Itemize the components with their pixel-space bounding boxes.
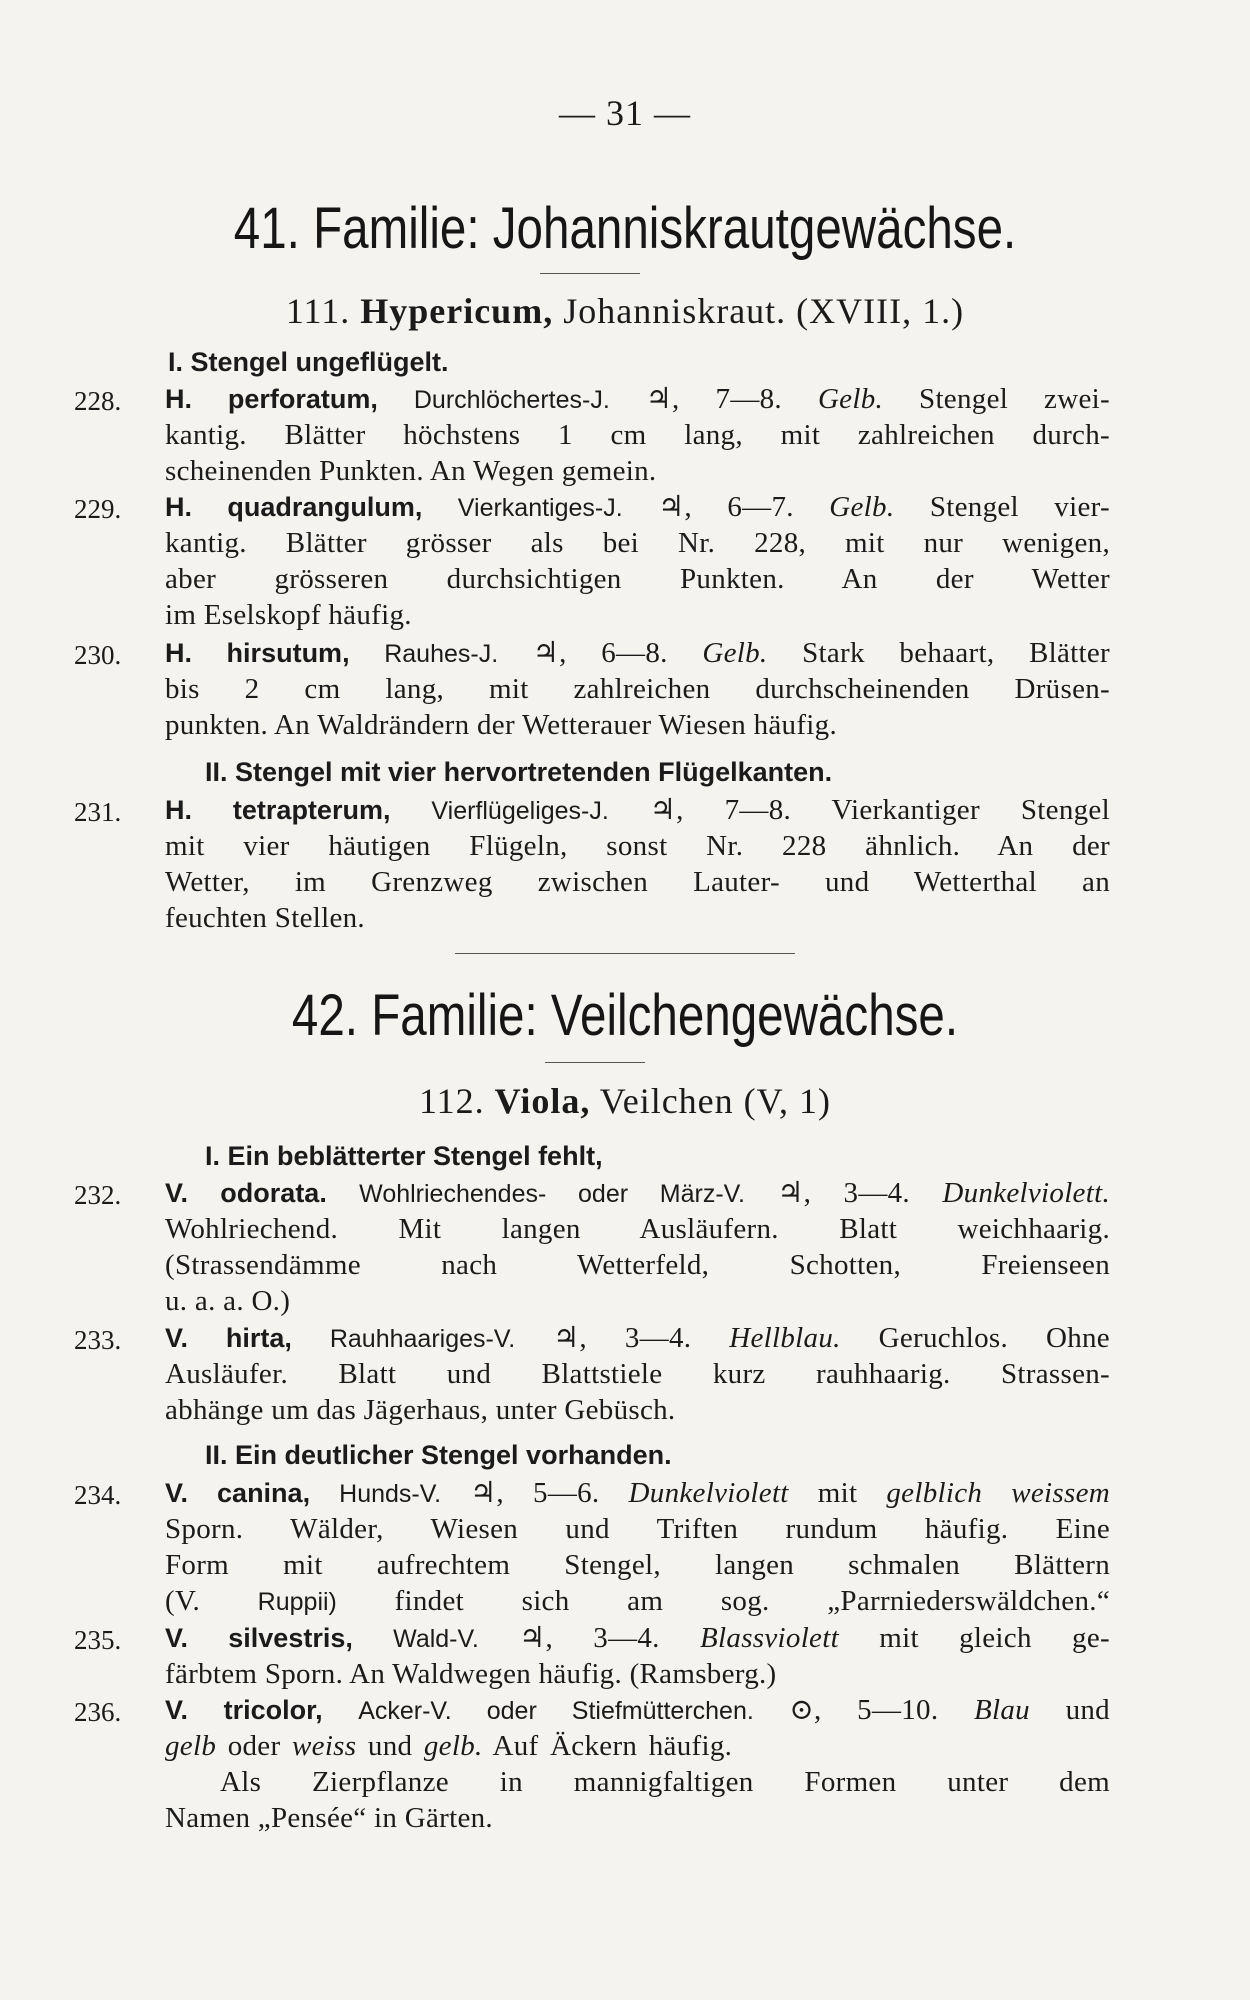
- species-name: H. tetrapterum,: [165, 795, 391, 825]
- family-42-heading: 42. Familie: Veilchengewächse.: [291, 983, 959, 1048]
- entry-230-line-1: [165, 635, 1110, 672]
- genus-112-heading: [0, 1080, 1250, 1122]
- entry-233-line-3: abhänge um das Jägerhaus, unter Gebüsch.: [165, 1394, 676, 1426]
- entry-number: 236.: [74, 1697, 122, 1727]
- description-text: Stengel vier-: [929, 491, 1110, 523]
- flower-color: Gelb.: [817, 383, 884, 415]
- divider: [540, 273, 640, 274]
- flower-color: Hellblau.: [729, 1322, 841, 1354]
- flower-color: Blassviolett: [700, 1622, 839, 1654]
- genus-description: Veilchen (V, 1): [599, 1081, 831, 1121]
- flowering-time: ♃, 3—4.: [777, 1177, 910, 1209]
- divider: [545, 1062, 645, 1063]
- entry-number: 229.: [74, 494, 122, 524]
- section-heading: II. Ein deutlicher Stengel vorhanden.: [205, 1440, 672, 1470]
- entry-number: 232.: [74, 1180, 122, 1210]
- entry-231-line-4: feuchten Stellen.: [165, 902, 365, 934]
- species-name: H. perforatum,: [165, 384, 378, 414]
- flower-color: Gelb.: [829, 491, 895, 523]
- section-heading: II. Stengel mit vier hervortretenden Flügelkanten.: [205, 757, 833, 787]
- entry-235-line-2: färbtem Sporn. An Waldwegen häufig. (Ramsberg.): [165, 1658, 777, 1690]
- section-heading: I. Ein beblätterter Stengel fehlt,: [205, 1141, 603, 1171]
- entry-229-line-2: kantig. Blätter grösser als bei Nr. 228, mit nur wenigen,: [165, 527, 1110, 559]
- description-text: Stark behaart, Blätter: [802, 637, 1111, 669]
- flower-color: gelb: [165, 1730, 217, 1762]
- divider: [455, 953, 795, 954]
- vernacular-name: Hunds-V.: [339, 1480, 442, 1508]
- vernacular-name: Wohlriechendes- oder März-V.: [359, 1180, 745, 1208]
- entry-236-line-4: Namen „Pensée“ in Gärten.: [165, 1802, 493, 1834]
- description-text: mit gleich ge-: [879, 1622, 1110, 1654]
- entry-234-line-2: Sporn. Wälder, Wiesen und Triften rundum häufig. Eine: [165, 1513, 1110, 1545]
- genus-number: 111.: [285, 291, 351, 331]
- vernacular-name: Vierkantiges-J.: [457, 494, 623, 522]
- flower-color: gelb.: [423, 1730, 483, 1762]
- description-text: Auf Äckern häufig.: [492, 1730, 733, 1762]
- entry-number: 228.: [74, 386, 122, 416]
- description-text: und: [1065, 1694, 1110, 1726]
- flowering-time: ♃, 6—8.: [532, 637, 668, 669]
- description-text: findet sich am sog. „Parrniederswäldchen.“: [394, 1585, 1110, 1617]
- species-name: H. quadrangulum,: [165, 492, 423, 522]
- flower-color: Dunkelviolett: [628, 1477, 789, 1509]
- genus-111-heading: [0, 290, 1250, 332]
- genus-name: Hypericum,: [360, 291, 554, 331]
- description-text: mit: [817, 1477, 858, 1509]
- entry-number: 231.: [74, 797, 122, 827]
- entry-229-line-3: aber grösseren durchsichtigen Punkten. An der Wetter: [165, 563, 1110, 595]
- entry-number: 234.: [74, 1480, 122, 1510]
- genus-name: Viola,: [494, 1081, 591, 1121]
- page-number: — 31 —: [559, 93, 691, 133]
- variety-name: Ruppii): [257, 1588, 337, 1616]
- vernacular-name: Durchlöchertes-J.: [413, 386, 610, 414]
- vernacular-name: Rauhes-J.: [384, 640, 499, 668]
- entry-234-line-1: [165, 1475, 1110, 1512]
- description-text: Stengel zwei-: [919, 383, 1110, 415]
- flowering-time: ♃, 7—8.: [645, 383, 782, 415]
- entry-234-line-4: [165, 1583, 1110, 1620]
- species-name: H. hirsutum,: [165, 638, 350, 668]
- species-name: V. tricolor,: [165, 1695, 323, 1725]
- entry-234-line-3: Form mit aufrechtem Stengel, langen schmalen Blättern: [165, 1549, 1110, 1581]
- description-text: und: [367, 1730, 413, 1762]
- description-text: oder: [227, 1730, 281, 1762]
- species-name: V. hirta,: [165, 1323, 292, 1353]
- entry-235-line-1: [165, 1620, 1110, 1657]
- flower-color: Gelb.: [702, 637, 768, 669]
- entry-236-line-1: [165, 1692, 1110, 1729]
- description-text: Geruchlos. Ohne: [878, 1322, 1110, 1354]
- vernacular-name: Rauhhaariges-V.: [329, 1325, 516, 1353]
- entry-231-line-2: mit vier häutigen Flügeln, sonst Nr. 228 ähnlich. An der: [165, 830, 1110, 862]
- flower-color: Blau: [974, 1694, 1030, 1726]
- flower-color: weiss: [292, 1730, 357, 1762]
- flowering-time: ♃, 3—4.: [519, 1622, 660, 1654]
- description-text: ♃, 7—8. Vierkantiger Stengel: [649, 794, 1110, 826]
- section-heading: I. Stengel ungeflügelt.: [168, 347, 449, 377]
- flowering-time: ♃, 3—4.: [553, 1322, 692, 1354]
- species-name: V. odorata.: [165, 1178, 327, 1208]
- entry-number: 235.: [74, 1625, 122, 1655]
- entry-233-line-2: Ausläufer. Blatt und Blattstiele kurz rauhhaarig. Strassen-: [165, 1358, 1110, 1390]
- entry-228-line-3: scheinenden Punkten. An Wegen gemein.: [165, 455, 657, 487]
- entry-236-line-3: Als Zierpflanze in mannigfaltigen Formen unter dem: [220, 1766, 1110, 1798]
- entry-232-line-3: (Strassendämme nach Wetterfeld, Schotten, Freienseen: [165, 1249, 1110, 1281]
- species-name: V. silvestris,: [165, 1623, 353, 1653]
- entry-230-line-2: bis 2 cm lang, mit zahlreichen durchscheinenden Drüsen-: [165, 673, 1110, 705]
- flowering-time: ⊙, 5—10.: [789, 1694, 939, 1726]
- genus-description: Johanniskraut. (XVIII, 1.): [563, 291, 965, 331]
- entry-number: 230.: [74, 640, 122, 670]
- description-text: (V.: [165, 1585, 201, 1617]
- entry-228-line-1: [165, 381, 1110, 418]
- vernacular-name: Vierflügeliges-J.: [431, 797, 609, 825]
- entry-231-line-1: [165, 792, 1110, 829]
- entry-229-line-1: [165, 489, 1110, 526]
- family-41-heading: 41. Familie: Johanniskrautgewächse.: [233, 196, 1017, 261]
- spur-color: gelblich weissem: [886, 1477, 1110, 1509]
- entry-229-line-4: im Eselskopf häufig.: [165, 599, 412, 631]
- vernacular-name: Wald-V.: [393, 1625, 479, 1653]
- entry-233-line-1: [165, 1320, 1110, 1357]
- entry-231-line-3: Wetter, im Grenzweg zwischen Lauter- und Wetterthal an: [165, 866, 1110, 898]
- vernacular-name: Acker-V. oder Stiefmütterchen.: [358, 1697, 754, 1725]
- entry-236-line-2: [165, 1728, 1110, 1764]
- entry-232-line-2: Wohlriechend. Mit langen Ausläufern. Blatt weichhaarig.: [165, 1213, 1110, 1245]
- entry-230-line-3: punkten. An Waldrändern der Wetterauer Wiesen häufig.: [165, 709, 838, 741]
- flowering-time: ♃, 5—6.: [470, 1477, 600, 1509]
- flowering-time: ♃, 6—7.: [658, 491, 794, 523]
- flower-color: Dunkelviolett.: [942, 1177, 1110, 1209]
- entry-number: 233.: [74, 1325, 122, 1355]
- entry-232-line-4: u. a. a. O.): [165, 1285, 291, 1317]
- entry-228-line-2: kantig. Blätter höchstens 1 cm lang, mit zahlreichen durch-: [165, 419, 1110, 451]
- entry-232-line-1: [165, 1175, 1110, 1212]
- species-name: V. canina,: [165, 1478, 311, 1508]
- genus-number: 112.: [419, 1081, 485, 1121]
